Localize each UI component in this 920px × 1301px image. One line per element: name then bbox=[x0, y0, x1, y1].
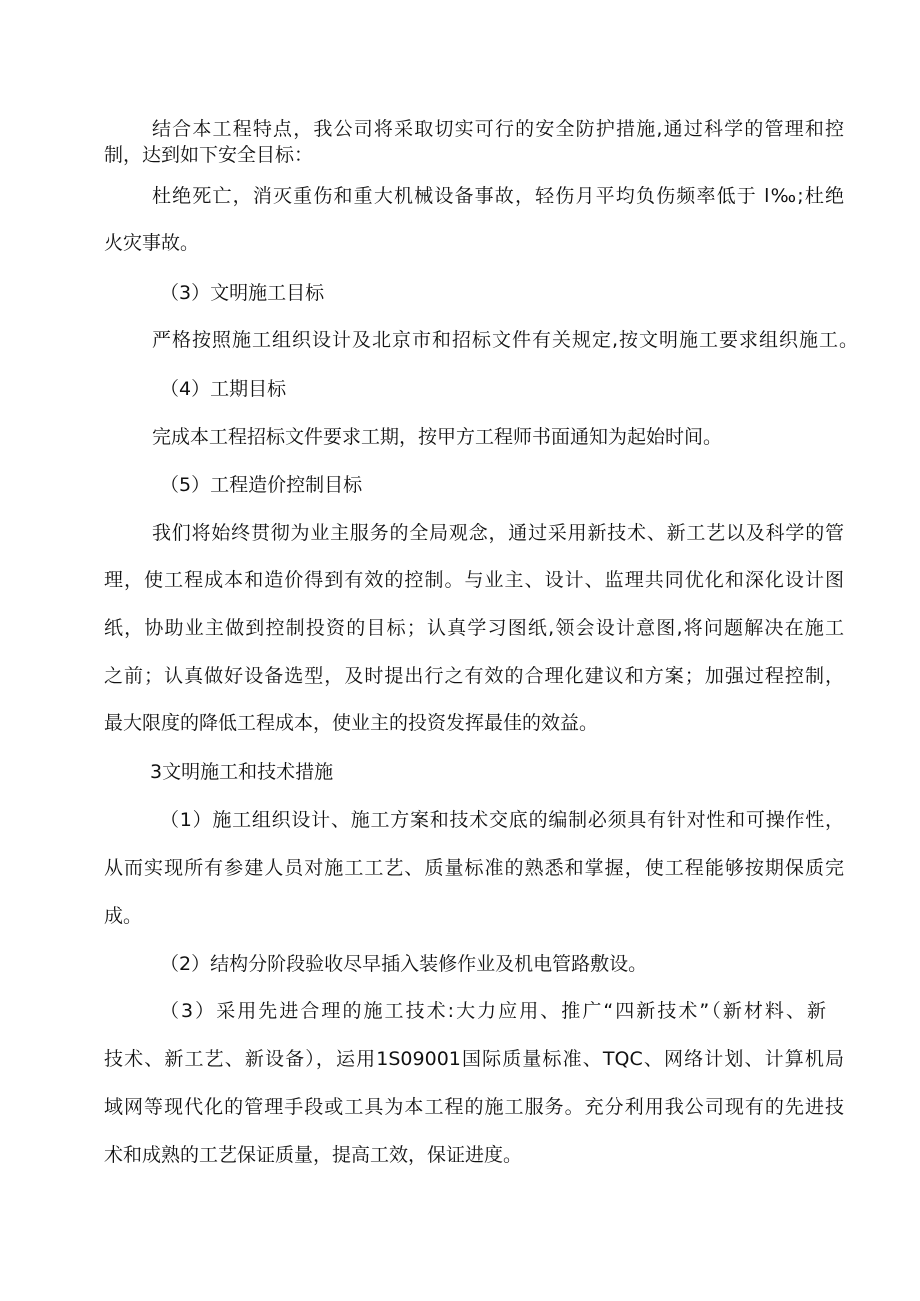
text-line: 理，使工程成本和造价得到有效的控制。与业主、设计、监理共同优化和深化设计图 bbox=[104, 569, 844, 591]
text-line: 杜绝死亡，消灭重伤和重大机械设备事故，轻伤月平均负伤频率低于 l‰;杜绝 bbox=[152, 185, 844, 207]
text-line: 从而实现所有参建人员对施工工艺、质量标准的熟悉和掌握，使工程能够按期保质完 bbox=[104, 857, 844, 879]
text-line: 我们将始终贯彻为业主服务的全局观念，通过采用新技术、新工艺以及科学的管 bbox=[152, 522, 844, 544]
text-line: 纸，协助业主做到控制投资的目标；认真学习图纸,领会设计意图,将问题解决在施工 bbox=[104, 617, 844, 639]
section-heading: 3文明施工和技术措施 bbox=[150, 761, 334, 783]
text-line: 之前；认真做好设备选型，及时提出行之有效的合理化建议和方案；加强过程控制， bbox=[104, 665, 844, 687]
text-line: （3）采用先进合理的施工技术:大力应用、推广“四新技术”（新材料、新 bbox=[160, 1000, 826, 1022]
text-line: （1）施工组织设计、施工方案和技术交底的编制必须具有针对性和可操作性， bbox=[160, 809, 844, 831]
text-line: （2）结构分阶段验收尽早插入装修作业及机电管路敷设。 bbox=[160, 953, 648, 975]
section-heading: （3）文明施工目标 bbox=[160, 282, 325, 304]
text-line: 完成本工程招标文件要求工期，按甲方工程师书面通知为起始时间。 bbox=[152, 426, 723, 448]
text-line: 严格按照施工组织设计及北京市和招标文件有关规定,按文明施工要求组织施工。 bbox=[152, 329, 858, 351]
section-heading: （5）工程造价控制目标 bbox=[160, 474, 363, 496]
text-line: 成。 bbox=[104, 905, 143, 927]
text-line: 最大限度的降低工程成本，使业主的投资发挥最佳的效益。 bbox=[104, 712, 599, 734]
text-line: 制，达到如下安全目标： bbox=[104, 144, 314, 166]
text-line: 域网等现代化的管理手段或工具为本工程的施工服务。充分利用我公司现有的先进技 bbox=[104, 1096, 844, 1118]
text-line: 术和成熟的工艺保证质量，提高工效，保证进度。 bbox=[104, 1144, 523, 1166]
text-line: 技术、新工艺、新设备），运用1S09001国际质量标准、TQC、网络计划、计算机局 bbox=[104, 1048, 844, 1070]
text-line: 结合本工程特点，我公司将采取切实可行的安全防护措施,通过科学的管理和控 bbox=[152, 118, 844, 140]
section-heading: （4）工期目标 bbox=[160, 378, 287, 400]
text-line: 火灾事故。 bbox=[104, 232, 200, 254]
